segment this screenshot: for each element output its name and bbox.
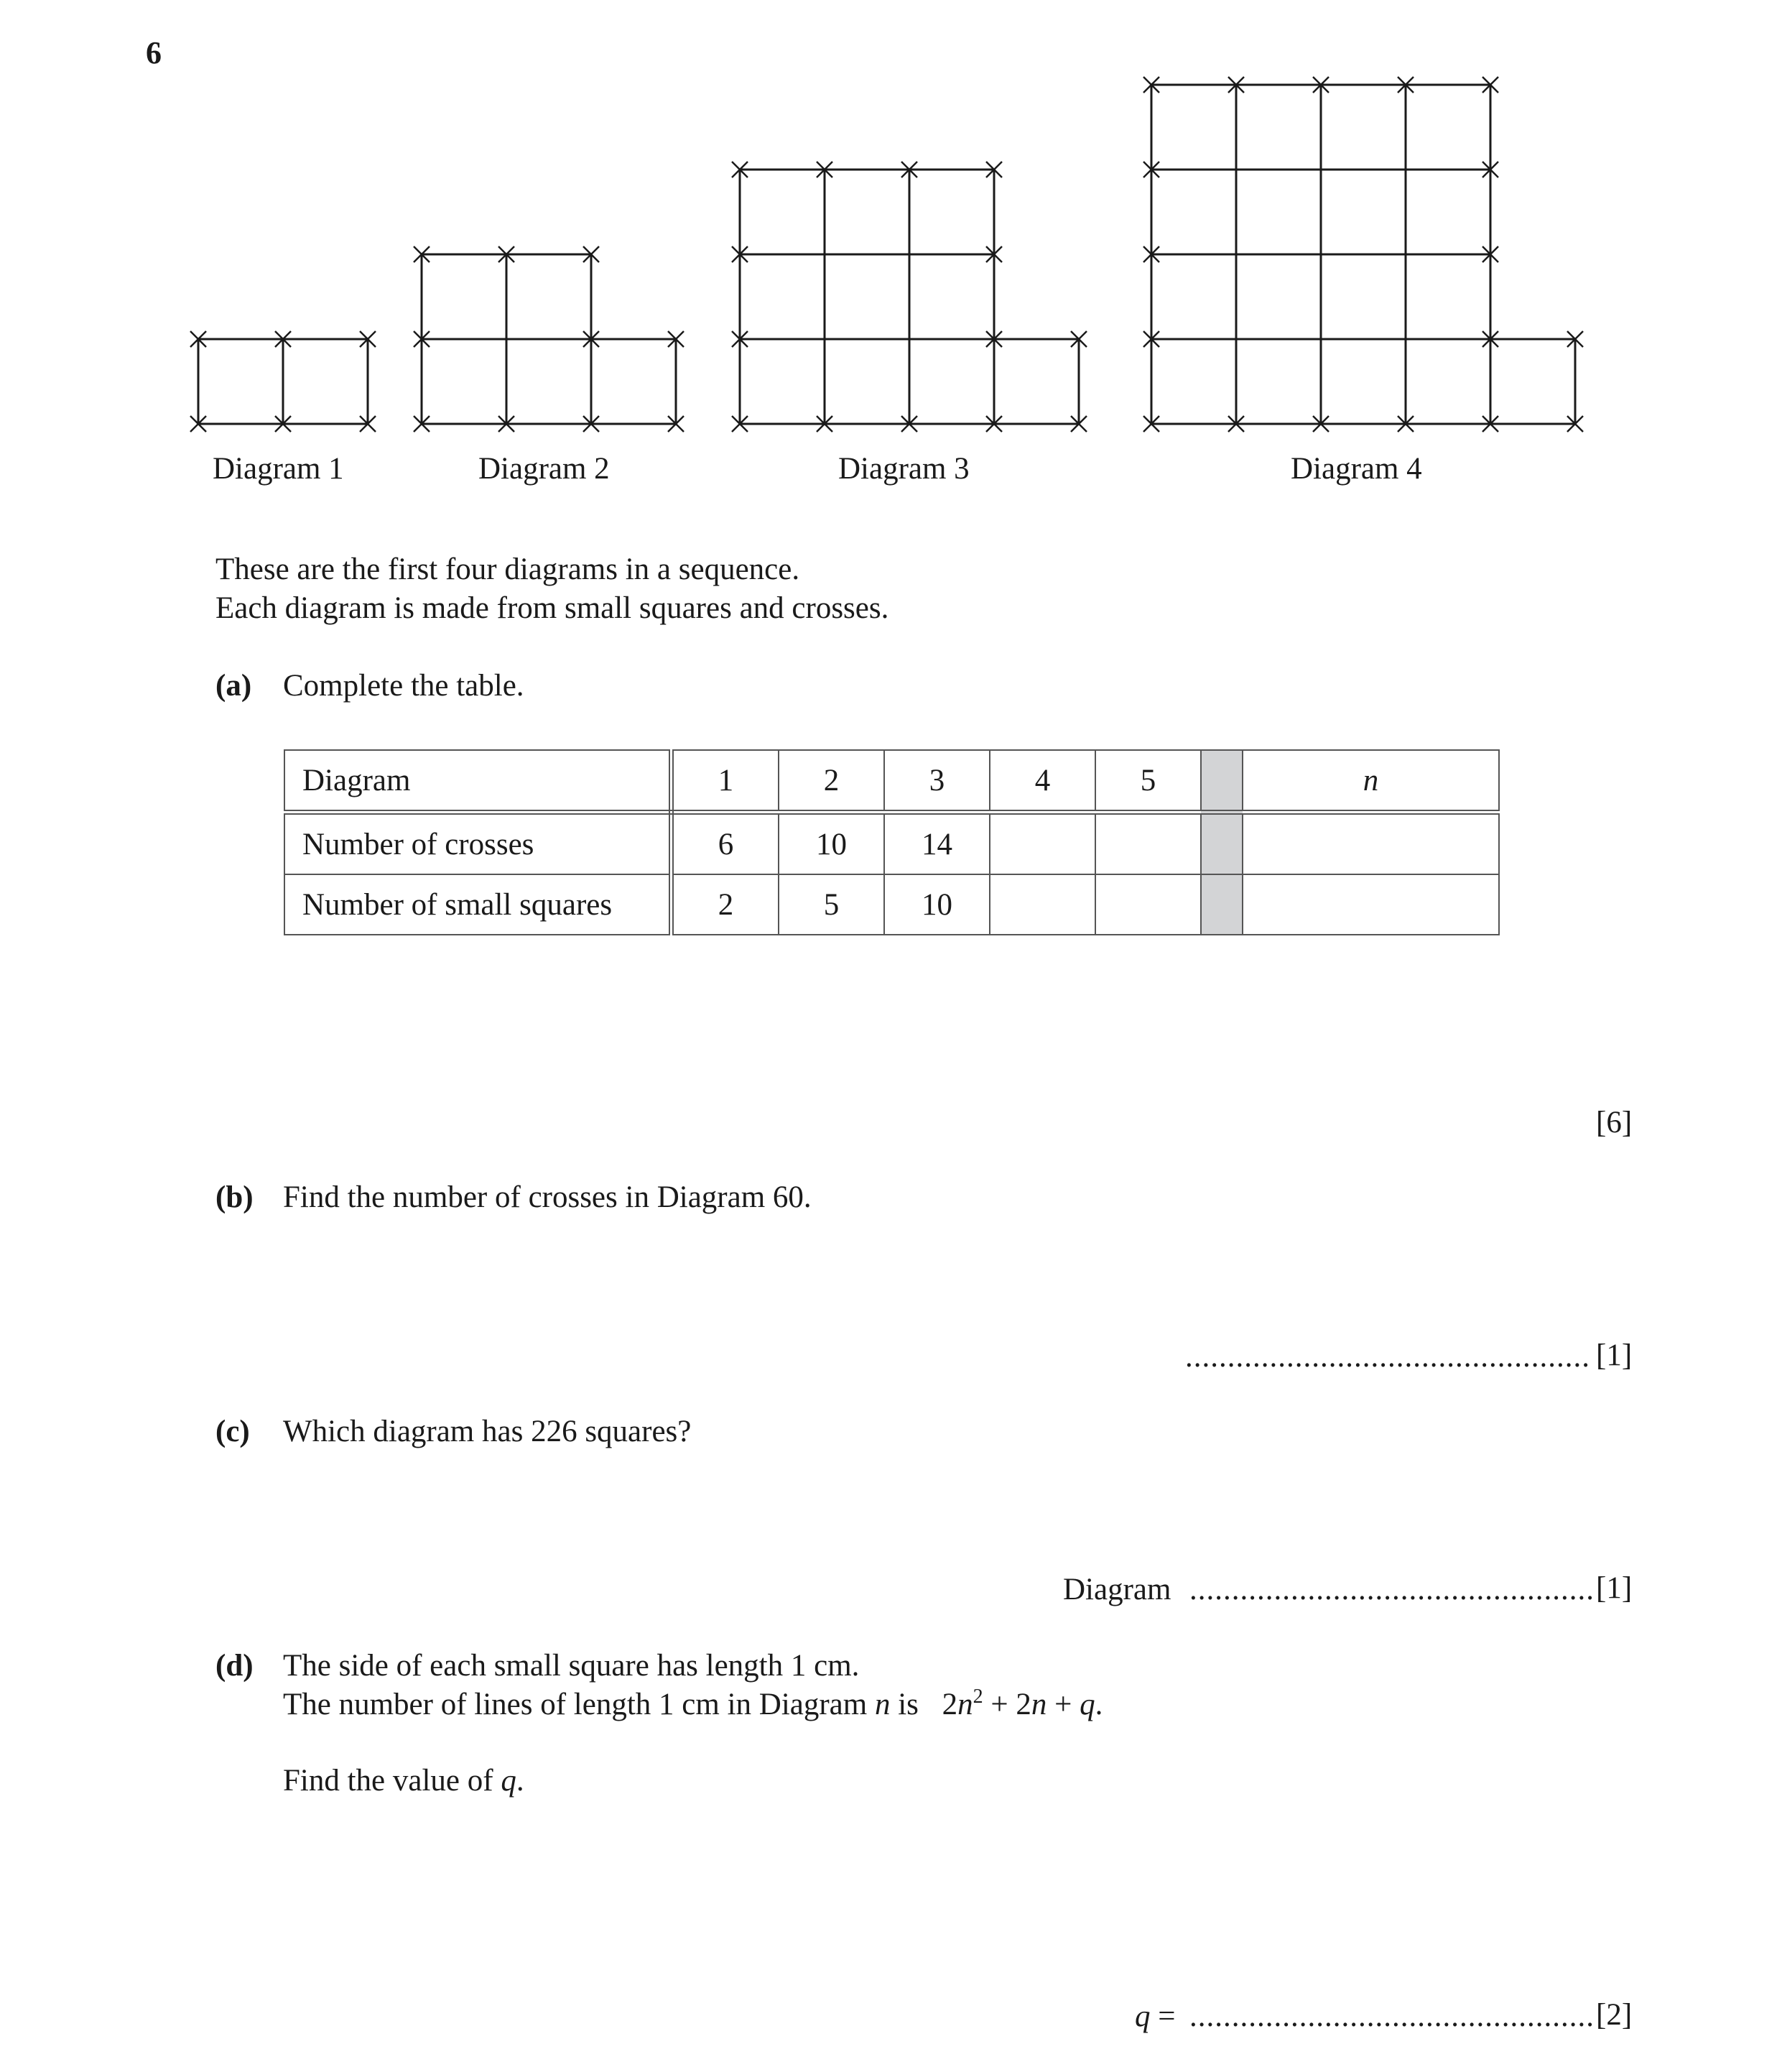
- part-d-answer-line[interactable]: ................................................: [1189, 1999, 1595, 2033]
- part-c-text: Which diagram has 226 squares?: [283, 1415, 692, 1448]
- diagram-1-label: Diagram 1: [213, 452, 344, 486]
- part-d-line-2-var: n: [874, 1688, 891, 1721]
- part-d-answer-eq: =: [1158, 1999, 1176, 2033]
- part-a-mark: [6]: [1596, 1106, 1633, 1139]
- squares-cell-n[interactable]: [1243, 874, 1499, 935]
- crosses-cell-1: 6: [672, 813, 779, 875]
- part-d-answer-var: q: [1135, 1999, 1151, 2033]
- part-c-answer-prefix: Diagram: [1063, 1573, 1171, 1606]
- table-row-squares: [284, 874, 1499, 935]
- part-d-formula: [942, 1685, 1103, 1721]
- crosses-cell-2: 10: [779, 813, 884, 875]
- crosses-cell-5[interactable]: [1095, 813, 1201, 875]
- table-row-crosses: [284, 813, 1499, 875]
- diagram-number-n: n: [1243, 750, 1499, 813]
- sequence-diagrams: [0, 0, 1782, 503]
- formula-var-3: q: [1080, 1688, 1095, 1721]
- diagram-number-5: 5: [1095, 750, 1201, 813]
- part-c-mark: [1]: [1596, 1571, 1633, 1605]
- question-number: 6: [146, 35, 162, 70]
- diagram-2-label: Diagram 2: [478, 452, 610, 486]
- part-b-label: (b): [215, 1180, 254, 1214]
- diagram-number-3: 3: [884, 750, 990, 813]
- part-b-mark: [1]: [1596, 1338, 1633, 1372]
- formula-coef: 2: [942, 1688, 958, 1721]
- part-d-find-end: .: [516, 1764, 524, 1798]
- part-d-label: (d): [215, 1649, 254, 1683]
- crosses-cell-4[interactable]: [990, 813, 1095, 875]
- formula-exponent: 2: [973, 1685, 983, 1708]
- diagram-3-label: Diagram 3: [838, 452, 970, 486]
- diagram-4-label: Diagram 4: [1291, 452, 1422, 486]
- crosses-cell-3: 14: [884, 813, 990, 875]
- part-d-line-2-prefix: The number of lines of length 1 cm in Diagram: [283, 1688, 868, 1721]
- shaded-gap-cell: [1201, 874, 1243, 935]
- part-d-mark: [2]: [1596, 1998, 1633, 2032]
- formula-end: .: [1095, 1688, 1103, 1721]
- row-header-squares: Number of small squares: [284, 874, 672, 935]
- squares-cell-2: 5: [779, 874, 884, 935]
- squares-cell-4[interactable]: [990, 874, 1095, 935]
- diagram-number-1: 1: [672, 750, 779, 813]
- row-header-diagram: Diagram: [284, 750, 672, 813]
- crosses-cell-n[interactable]: [1243, 813, 1499, 875]
- part-c-label: (c): [215, 1415, 250, 1448]
- squares-cell-5[interactable]: [1095, 874, 1201, 935]
- shaded-gap-cell: [1201, 813, 1243, 875]
- squares-cell-3: 10: [884, 874, 990, 935]
- part-a-text: Complete the table.: [283, 669, 524, 703]
- part-d-line-1: The side of each small square has length 1 cm.: [283, 1649, 860, 1683]
- sequence-table: [284, 749, 1500, 935]
- part-c-answer-line[interactable]: ................................................: [1189, 1573, 1595, 1606]
- formula-var-1: n: [957, 1688, 973, 1721]
- diagram-number-4: 4: [990, 750, 1095, 813]
- formula-plus-1: + 2: [983, 1688, 1031, 1721]
- diagram-number-2: 2: [779, 750, 884, 813]
- formula-var-2: n: [1031, 1688, 1047, 1721]
- row-header-crosses: Number of crosses: [284, 813, 672, 875]
- part-d-find: [283, 1762, 524, 1800]
- intro-line-2: Each diagram is made from small squares and crosses.: [215, 591, 889, 625]
- part-d-find-prefix: Find the value of: [283, 1764, 493, 1798]
- part-d-find-var: q: [501, 1764, 516, 1798]
- table-row-diagram: [284, 750, 1499, 813]
- part-b-answer-line[interactable]: ................................................: [1185, 1340, 1590, 1374]
- part-a-label: (a): [215, 669, 252, 703]
- intro-line-1: These are the first four diagrams in a sequence.: [215, 552, 800, 586]
- part-d-answer-prefix: [1135, 1997, 1176, 2036]
- squares-cell-1: 2: [672, 874, 779, 935]
- part-d-line-2: [283, 1685, 1103, 1724]
- formula-plus-2: +: [1047, 1688, 1080, 1721]
- part-b-text: Find the number of crosses in Diagram 60.: [283, 1180, 812, 1214]
- shaded-gap-cell: [1201, 750, 1243, 813]
- part-d-line-2-is: is: [898, 1688, 919, 1721]
